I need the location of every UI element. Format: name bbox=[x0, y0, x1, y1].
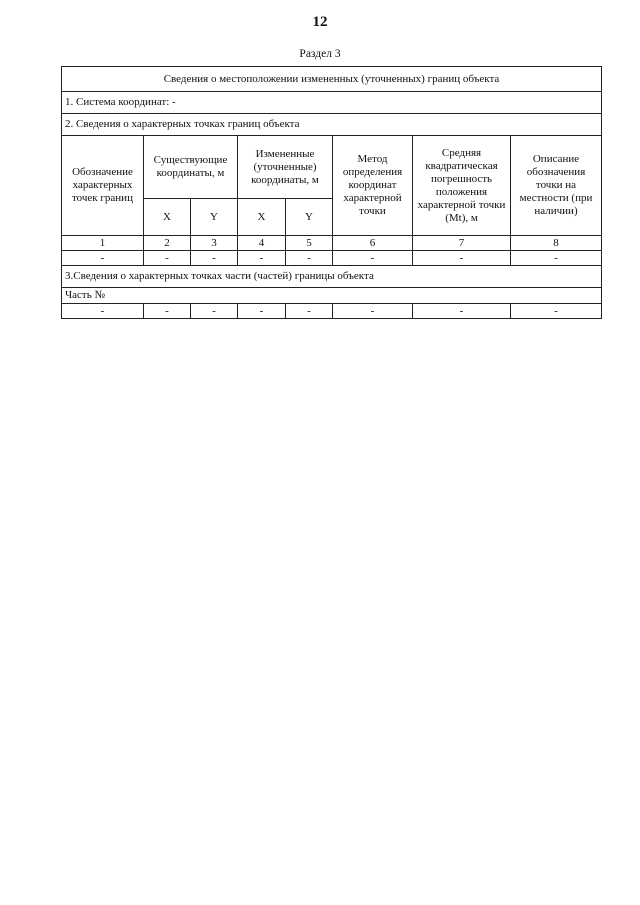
part-title-row: 3.Сведения о характерных точках части (частей) границы объекта bbox=[62, 266, 602, 288]
column-number: 6 bbox=[333, 236, 413, 251]
table-cell: - bbox=[511, 251, 602, 266]
table-cell: - bbox=[238, 304, 286, 319]
header-changed-y: Y bbox=[286, 199, 333, 236]
header-designation: Обозначение характерных точек границ bbox=[62, 136, 144, 236]
table-cell: - bbox=[286, 304, 333, 319]
boundary-table bbox=[61, 66, 602, 319]
table-cell: - bbox=[191, 251, 238, 266]
section-title: Раздел 3 bbox=[299, 48, 341, 60]
header-description: Описание обозначения точки на местности (при наличии) bbox=[511, 136, 602, 236]
header-existing-coords: Существующие координаты, м bbox=[144, 136, 238, 199]
table-row bbox=[62, 251, 602, 266]
column-number: 1 bbox=[62, 236, 144, 251]
table-cell: - bbox=[333, 251, 413, 266]
header-changed-coords: Измененные (уточненные) координаты, м bbox=[238, 136, 333, 199]
column-number: 5 bbox=[286, 236, 333, 251]
table-cell: - bbox=[511, 304, 602, 319]
header-changed-x: X bbox=[238, 199, 286, 236]
part-label-row: Часть № bbox=[62, 288, 602, 304]
table-cell: - bbox=[333, 304, 413, 319]
table-cell: - bbox=[62, 304, 144, 319]
header-existing-y: Y bbox=[191, 199, 238, 236]
column-number: 2 bbox=[144, 236, 191, 251]
table-cell: - bbox=[144, 304, 191, 319]
points-title-row: 2. Сведения о характерных точках границ объекта bbox=[62, 114, 602, 136]
header-error: Средняя квадратическая погрешность положения характерной точки (Mt), м bbox=[413, 136, 511, 236]
table-cell: - bbox=[238, 251, 286, 266]
coord-system-row: 1. Система координат: - bbox=[62, 92, 602, 114]
table-caption: Сведения о местоположении измененных (уточненных) границ объекта bbox=[62, 67, 602, 92]
column-number: 7 bbox=[413, 236, 511, 251]
table-cell: - bbox=[191, 304, 238, 319]
table-cell: - bbox=[62, 251, 144, 266]
table-cell: - bbox=[144, 251, 191, 266]
column-number: 3 bbox=[191, 236, 238, 251]
column-number: 8 bbox=[511, 236, 602, 251]
header-existing-x: X bbox=[144, 199, 191, 236]
column-number-row bbox=[62, 236, 602, 251]
table-cell: - bbox=[413, 251, 511, 266]
part-table-row bbox=[62, 304, 602, 319]
table-cell: - bbox=[413, 304, 511, 319]
table-cell: - bbox=[286, 251, 333, 266]
header-method: Метод определения координат характерной точки bbox=[333, 136, 413, 236]
column-number: 4 bbox=[238, 236, 286, 251]
page-number: 12 bbox=[312, 14, 328, 30]
